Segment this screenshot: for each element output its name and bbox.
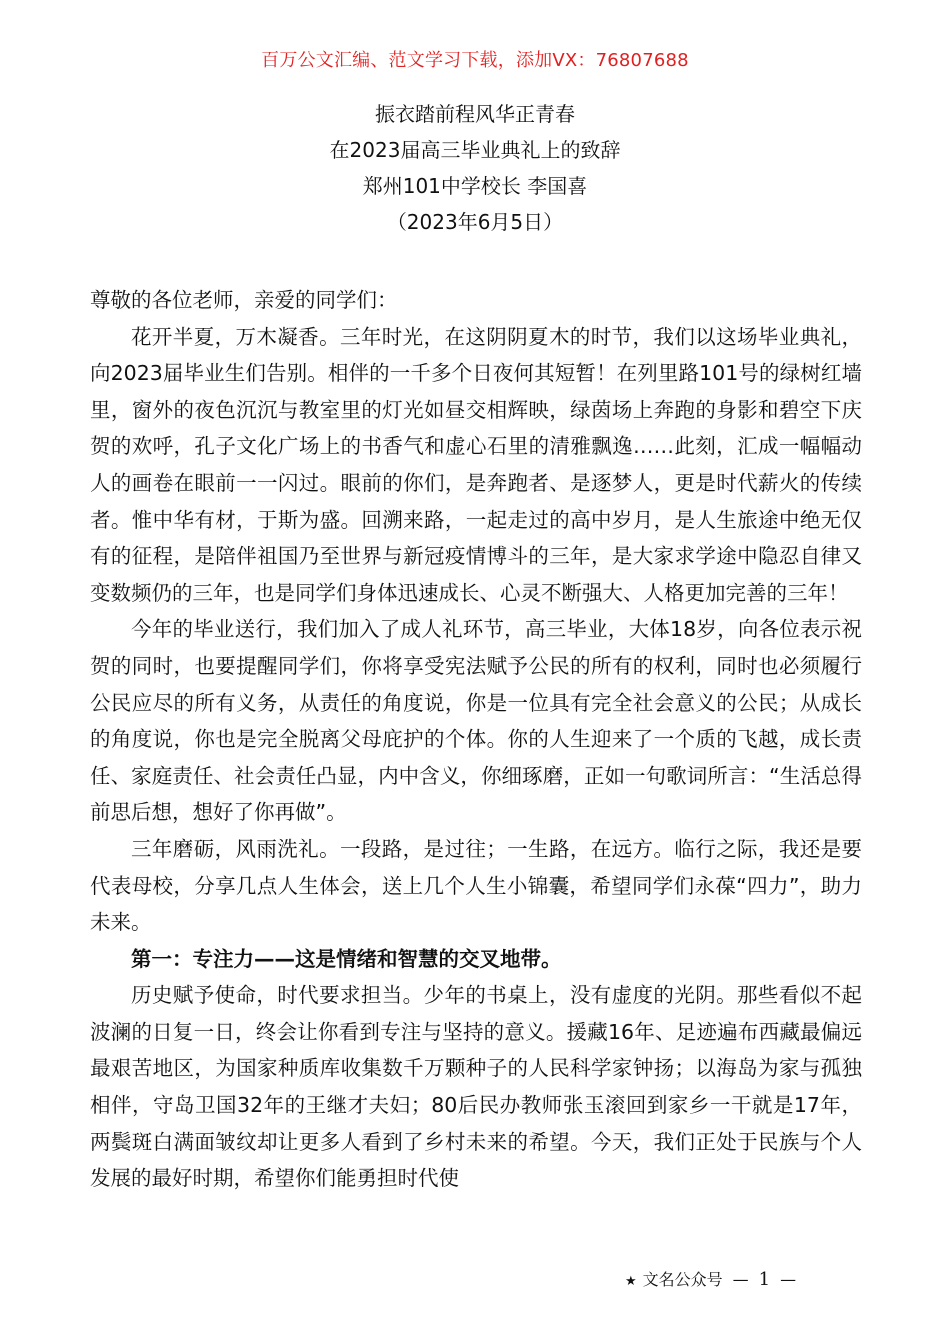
title-block (0, 96, 950, 240)
speaker-line: 郑州101中学校长 李国喜 (362, 174, 588, 198)
star-icon: ★ (625, 1274, 637, 1289)
promo-banner: 百万公文汇编、范文学习下载，添加VX：76807688 (261, 50, 689, 71)
page-footer (625, 1267, 806, 1290)
paragraph: 花开半夏，万木凝香。三年时光，在这阴阴夏木的时节，我们以这场毕业典礼，向2023届毕业生们告别。相伴的一千多个日夜何其短暂！在列里路101号的绿树红墙里，窗外的夜色沉沉与教室里的灯光如昼交相辉映，绿茵场上奔跑的身影和碧空下庆贺的欢呼，孔子文化广场上的书香气和虚心石里的清雅飘逸……此刻，汇成一幅幅动人的画卷在眼前一一闪过。眼前的你们，是奔跑者、是逐梦人，更是时代薪火的传续者。惟中华有材，于斯为盛。回溯来路，一起走过的高中岁月，是人生旅途中绝无仅有的征程，是陪伴祖国乃至世界与新冠疫情博斗的三年，是大家求学途中隐忍自律又变数频仍的三年，也是同学们身体迅速成长、心灵不断强大、人格更加完善的三年！ (90, 324, 862, 605)
speech-body (90, 282, 862, 1197)
speech-title: 振衣踏前程风华正青春 (375, 102, 575, 126)
salutation: 尊敬的各位老师，亲爱的同学们： (90, 288, 398, 312)
page-number: 1 (758, 1269, 771, 1290)
footer-label: 文名公众号 (642, 1270, 723, 1289)
paragraph: 历史赋予使命，时代要求担当。少年的书桌上，没有虚度的光阴。那些看似不起波澜的日复一日，终会让你看到专注与坚持的意义。援藏16年、足迹遍布西藏最偏远最艰苦地区，为国家种质库收集数千万颗种子的人民科学家钟扬；以海岛为家与孤独相伴，守岛卫国32年的王继才夫妇；80后民办教师张玉滚回到家乡一干就是17年，两鬓斑白满面皱纹却让更多人看到了乡村未来的希望。今天，我们正处于民族与个人发展的最好时期，希望你们能勇担时代使 (90, 983, 862, 1191)
section-heading: 第一：专注力——这是情绪和智慧的交叉地带。 (131, 946, 562, 971)
speech-subtitle: 在2023届高三毕业典礼上的致辞 (329, 138, 621, 162)
paragraph: 三年磨砺，风雨洗礼。一段路，是过往；一生路，在远方。临行之际，我还是要代表母校，分享几点人生体会，送上几个人生小锦囊，希望同学们永葆“四力”，助力未来。 (90, 836, 862, 935)
dash-left: — (732, 1270, 749, 1289)
speech-date: （2023年6月5日） (386, 210, 564, 234)
paragraph: 今年的毕业送行，我们加入了成人礼环节，高三毕业，大体18岁，向各位表示祝贺的同时，也要提醒同学们，你将享受宪法赋予公民的所有的权利，同时也必须履行公民应尽的所有义务，从责任的角度说，你是一位具有完全社会意义的公民；从成长的角度说，你也是完全脱离父母庇护的个体。你的人生迎来了一个质的飞越，成长责任、家庭责任、社会责任凸显，内中含义，你细琢磨，正如一句歌词所言：“生活总得前思后想，想好了你再做”。 (90, 617, 862, 825)
dash-right: — (780, 1270, 797, 1289)
